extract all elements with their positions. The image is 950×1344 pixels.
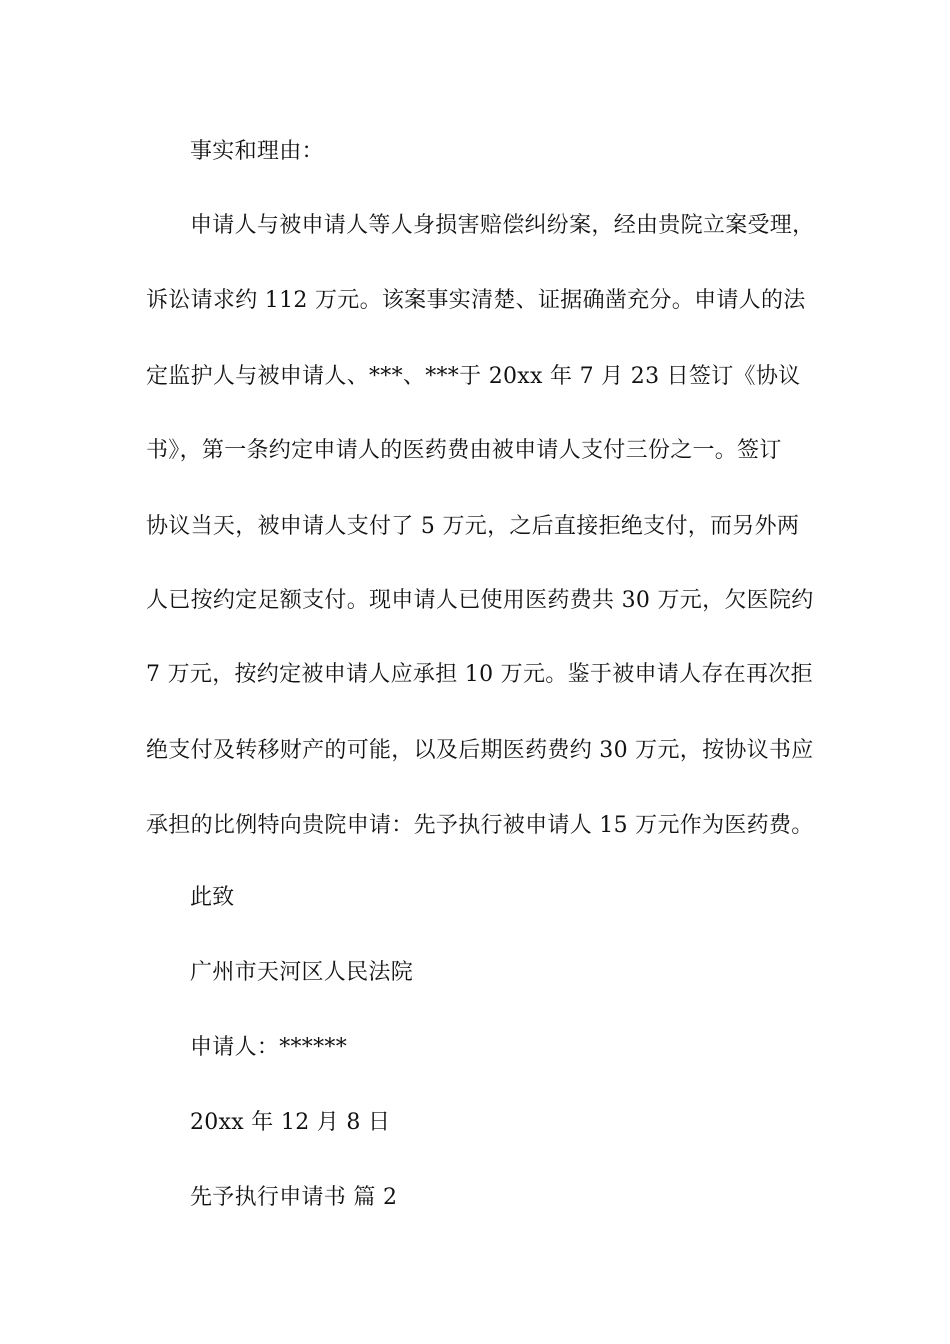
body-line-8: 绝支付及转移财产的可能，以及后期医药费约 30 万元，按协议书应	[146, 738, 814, 763]
document-date: 20xx 年 12 月 8 日	[190, 1110, 391, 1135]
court-name: 广州市天河区人民法院	[190, 960, 414, 985]
body-line-4: 书》，第一条约定申请人的医药费由被申请人支付三份之一。签订	[146, 438, 782, 463]
body-line-2: 诉讼请求约 112 万元。该案事实清楚、证据确凿充分。申请人的法	[146, 288, 806, 313]
body-line-5: 协议当天，被申请人支付了 5 万元，之后直接拒绝支付，而另外两	[146, 514, 800, 539]
body-line-1: 申请人与被申请人等人身损害赔偿纠纷案，经由贵院立案受理，	[190, 213, 815, 238]
closing-phrase: 此致	[190, 885, 235, 910]
body-line-9: 承担的比例特向贵院申请：先予执行被申请人 15 万元作为医药费。	[146, 813, 814, 838]
body-line-6: 人已按约定足额支付。现申请人已使用医药费共 30 万元，欠医院约	[146, 588, 814, 613]
next-section-title: 先予执行申请书 篇 2	[190, 1185, 398, 1210]
body-line-3: 定监护人与被申请人、***、***于 20xx 年 7 月 23 日签订《协议	[146, 364, 801, 389]
section-heading: 事实和理由：	[190, 139, 324, 164]
applicant-signature: 申请人：******	[190, 1035, 348, 1060]
body-line-7: 7 万元，按约定被申请人应承担 10 万元。鉴于被申请人存在再次拒	[146, 662, 813, 687]
